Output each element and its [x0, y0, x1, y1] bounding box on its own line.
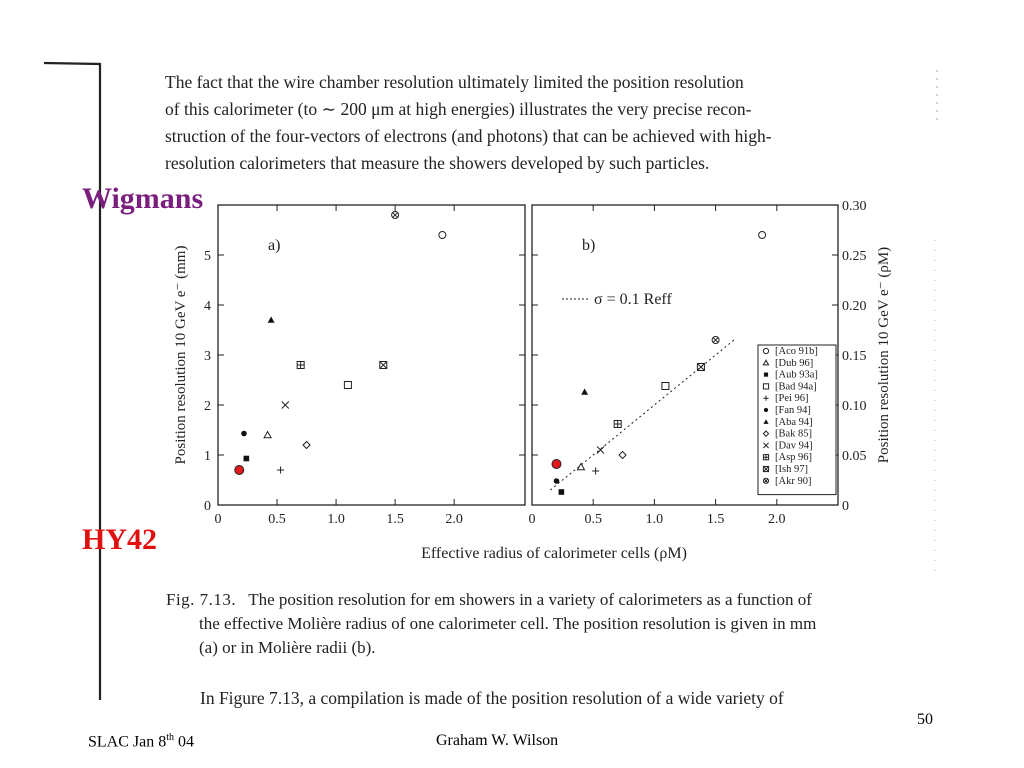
y-tick-label: 0.15: [842, 349, 867, 364]
x-tick-label: 2.0: [445, 512, 463, 527]
x-tick-label: 0: [214, 512, 222, 527]
y-tick-label: 0: [842, 499, 849, 514]
legend-label: [Bad 94a]: [775, 381, 817, 393]
y-tick-label: 0.30: [842, 199, 867, 214]
data-point: [235, 466, 244, 475]
data-point: [282, 402, 289, 409]
data-point: [439, 232, 446, 239]
footer-left: [88, 732, 194, 751]
legend-label: [Fan 94]: [775, 405, 811, 416]
scan-right-edge: [925, 60, 945, 660]
x-tick-label: 1.5: [706, 512, 725, 527]
y-tick-label: 3: [204, 349, 211, 364]
x-axis-label: Effective radius of calorimeter cells (ρM): [421, 545, 687, 562]
label-wigmans: Wigmans: [82, 182, 204, 215]
marker-circle-open: [759, 232, 766, 239]
label-hy42: HY42: [82, 523, 157, 556]
data-point: [619, 452, 626, 459]
y-axis-label: Position resolution 10 GeV e⁻ (ρM): [876, 246, 892, 464]
data-point: [277, 467, 284, 474]
panel-frame: [218, 205, 525, 505]
marker-circle-filled: [764, 408, 768, 412]
marker-square-filled: [764, 373, 768, 377]
page-number: 50: [917, 711, 933, 728]
footer-author: Graham W. Wilson: [436, 732, 559, 749]
legend-label: [Pei 96]: [775, 393, 809, 405]
legend-label: [Akr 90]: [775, 475, 812, 487]
figure-7-13: [170, 192, 890, 582]
footer-year: 04: [174, 733, 195, 751]
scan-left-rule: [0, 0, 110, 720]
marker-cross: [597, 447, 604, 454]
scan-paragraph-bottom: [200, 685, 784, 712]
data-point: [244, 456, 250, 462]
x-tick-label: 1.0: [645, 512, 664, 527]
data-point: [554, 478, 560, 484]
data-point: [697, 364, 704, 371]
caption-line-2: the effective Molière radius of one calorimeter cell. The position resolution is given in mm: [199, 614, 817, 633]
y-tick-label: 0: [204, 499, 211, 514]
data-point: [303, 442, 310, 449]
marker-square-filled: [244, 456, 250, 462]
data-point: [344, 382, 351, 389]
y-tick-label: 1: [204, 449, 211, 464]
marker-square-open: [662, 383, 669, 390]
data-point: [597, 447, 604, 454]
marker-square-plus-inner: [614, 421, 621, 428]
footer-date-sup: th: [166, 732, 175, 743]
legend-label: [Aub 93a]: [775, 369, 818, 381]
x-tick-label: 0.5: [584, 512, 602, 527]
y-axis-label: Position resolution 10 GeV e⁻ (mm): [173, 245, 189, 465]
marker-triangle-filled: [268, 317, 275, 323]
paragraph-line: of this calorimeter (to ∼ 200 μm at high energies) illustrates the very precise recon-: [165, 99, 752, 119]
y-tick-label: 5: [204, 249, 211, 264]
caption-line-3: (a) or in Molière radii (b).: [199, 638, 376, 657]
paragraph-line: resolution calorimeters that measure the showers developed by such particles.: [165, 153, 710, 173]
marker-red-circle: [552, 460, 561, 469]
data-point: [268, 317, 275, 323]
marker-circle-filled: [554, 478, 560, 484]
y-tick-label: 0.25: [842, 249, 867, 264]
marker-square-filled: [559, 489, 565, 495]
legend-label: [Dub 96]: [775, 357, 814, 369]
fit-label: σ = 0.1 Reff: [594, 291, 672, 308]
marker-square-cross-inner: [380, 362, 387, 369]
y-tick-label: 0.20: [842, 299, 867, 314]
marker-circle-cross-inner: [713, 338, 718, 343]
scan-left-bracket: [44, 63, 100, 700]
data-point: [297, 362, 304, 369]
x-tick-label: 0.5: [268, 512, 286, 527]
data-point: [592, 468, 599, 475]
x-tick-label: 1.5: [386, 512, 404, 527]
marker-red-circle: [235, 466, 244, 475]
data-point: [380, 362, 387, 369]
y-tick-label: 4: [204, 299, 211, 314]
legend-label: [Aco 91b]: [775, 346, 818, 357]
x-tick-label: 1.0: [327, 512, 345, 527]
panel-tag: a): [268, 237, 281, 254]
y-tick-label: 0.05: [842, 449, 867, 464]
data-point: [559, 489, 565, 495]
x-tick-label: 2.0: [768, 512, 786, 527]
marker-diamond-open: [303, 442, 310, 449]
legend-label: [Dav 94]: [775, 440, 813, 452]
data-point: [662, 383, 669, 390]
marker-plus: [592, 468, 599, 475]
chart-panel-b: [529, 199, 893, 527]
caption-text: The position resolution for em showers in a variety of calorimeters as a function of: [248, 590, 812, 609]
legend-label: [Asp 96]: [775, 452, 813, 464]
y-tick-label: 2: [204, 399, 211, 414]
x-tick-label: 0: [528, 512, 536, 527]
paragraph-line: struction of the four-vectors of electrons (and photons) that can be achieved with high-: [165, 126, 772, 146]
legend-label: [Aba 94]: [775, 416, 813, 428]
footer-date: SLAC Jan 8: [88, 733, 167, 751]
marker-circle-cross-inner: [393, 213, 398, 218]
paragraph-line: The fact that the wire chamber resolution ultimately limited the position resolution: [165, 72, 744, 92]
fit-line: [550, 340, 734, 490]
data-point: [392, 212, 399, 219]
data-point: [581, 389, 588, 395]
marker-cross: [282, 402, 289, 409]
marker-plus: [277, 467, 284, 474]
paragraph-line: In Figure 7.13, a compilation is made of the position resolution of a wide variety of: [200, 688, 784, 708]
chart-legend: [758, 345, 836, 495]
marker-square-cross-inner: [697, 364, 704, 371]
chart-panel-a: [173, 205, 525, 527]
data-point: [241, 431, 247, 437]
data-point: [552, 460, 561, 469]
marker-square-open: [344, 382, 351, 389]
panel-tag: b): [582, 237, 596, 254]
legend-label: [Ish 97]: [775, 464, 808, 475]
data-point: [264, 432, 271, 438]
legend-label: [Bak 85]: [775, 428, 813, 440]
marker-diamond-open: [619, 452, 626, 459]
data-point: [712, 337, 719, 344]
marker-triangle-open: [264, 432, 271, 438]
marker-triangle-filled: [581, 389, 588, 395]
figure-caption: [166, 588, 816, 660]
caption-line-1: [166, 588, 816, 612]
marker-circle-open: [439, 232, 446, 239]
data-point: [614, 421, 621, 428]
caption-label: Fig. 7.13.: [166, 590, 237, 609]
marker-circle-filled: [241, 431, 247, 437]
scan-paragraph-top: [165, 69, 772, 177]
y-tick-label: 0.10: [842, 399, 867, 414]
marker-square-plus-inner: [297, 362, 304, 369]
data-point: [759, 232, 766, 239]
